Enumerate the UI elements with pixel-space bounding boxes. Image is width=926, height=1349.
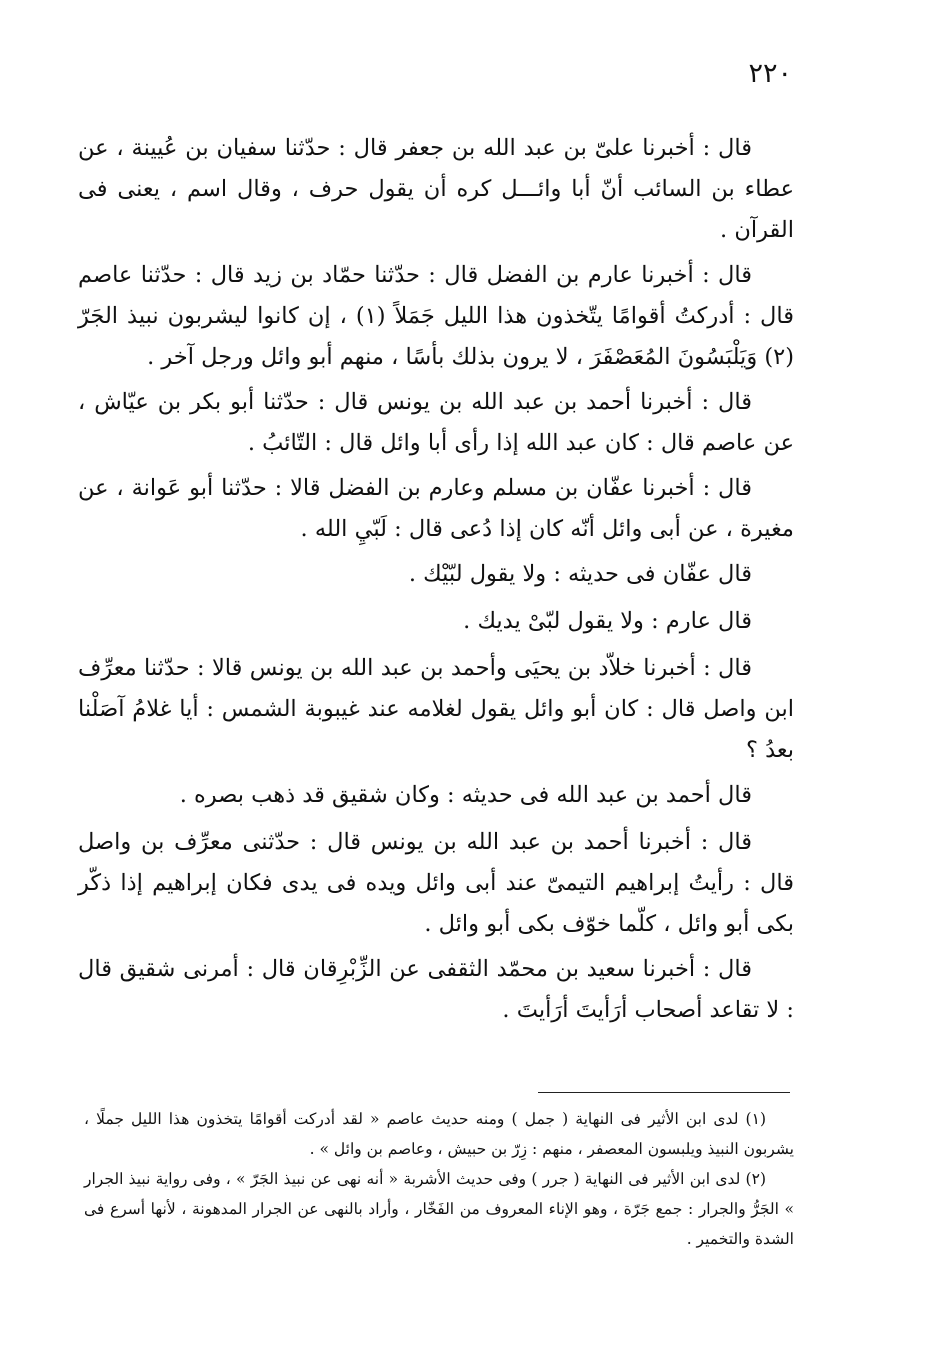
paragraph-9: قال : أخبرنا أحمد بن عبد الله بن يونس قال : حدّثنى معرِّف بن واصل قال : رأيتُ إبراهيم التيمىّ عند أبى وائل ويده فى يدى فكان إبراهيم إذا ذكّر بكى أبو وائل ، كلّما خوّف بكى أبو وائل . (78, 829, 794, 937)
paragraph-2: قال : أخبرنا عارم بن الفضل قال : حدّثنا حمّاد بن زيد قال : حدّثنا عاصم قال : أدركتُ أقوامًا يتّخذون هذا الليل جَمَلاً (١) ، إن كانوا ليشربون نبيذ الجَرّ (٢) وَيَلْبَسُونَ المُعَصْفَرَ ، لا يرون بذلك بأسًا ، منهم أبو وائل ورجل آخر . (78, 262, 795, 370)
paragraph-6: قال عارم : ولا يقول لبّىْ يديك . (463, 608, 752, 634)
main-text (78, 128, 794, 1035)
footnote-divider (538, 1092, 790, 1093)
paragraph-8: قال أحمد بن عبد الله فى حديثه : وكان شقيق قد ذهب بصره . (179, 782, 752, 808)
footnote-1: (١) لدى ابن الأثير فى النهاية ( جمل ) ومنه حديث عاصم « لقد أدركت أقوامًا يتخذون هذا الليل جملًا ، يشربون النبيذ ويلبسون المعصفر ، منهم : زِرّ بن حبيش ، وعاصم بن وائل » . (84, 1110, 794, 1158)
paragraph-1: قال : أخبرنا علىّ بن عبد الله بن جعفر قال : حدّثنا سفيان بن عُيينة ، عن عطاء بن السائب أنّ أبا وائـــل كره أن يقول حرف ، وقال اسم ، يعنى فى القرآن . (78, 135, 794, 243)
footnotes (84, 1104, 794, 1254)
paragraph-3: قال : أخبرنا أحمد بن عبد الله بن يونس قال : حدّثنا أبو بكر بن عيّاش ، عن عاصم قال : كان عبد الله إذا رأى أبا وائل قال : التّائبُ . (78, 389, 794, 456)
footnote-2: (٢) لدى ابن الأثير فى النهاية ( جرر ) وفى حديث الأشربة « أنه نهى عن نبيذ الجَرّ » ، وفى رواية نبيذ الجرار » الجَرُّ والجرار : جمع جَرّة ، وهو الإناء المعروف من الفَخّار ، وأراد بالنهى عن الجرار المدهونة ، لأنها أسرع فى الشدة والتخمير . (84, 1170, 794, 1248)
paragraph-7: قال : أخبرنا خلاّد بن يحيَى وأحمد بن عبد الله بن يونس قالا : حدّثنا معرِّف ابن واصل قال : كان أبو وائل يقول لغلامه عند غيبوبة الشمس : أيا غلامُ آصَلْنا بعدُ ؟ (78, 655, 794, 763)
paragraph-10: قال : أخبرنا سعيد بن محمّد الثقفى عن الزِّبْرِقان قال : أمرنى شقيق قال : لا تقاعد أصحاب أرَأيتَ أرَأيتَ . (78, 956, 794, 1023)
page-number: ٢٢٠ (748, 58, 792, 89)
paragraph-5: قال عفّان فى حديثه : ولا يقول لبّيْك . (408, 561, 752, 587)
paragraph-4: قال : أخبرنا عفّان بن مسلم وعارم بن الفضل قالا : حدّثنا أبو عَوانة ، عن مغيرة ، عن أبى وائل أنّه كان إذا دُعى قال : لَبّيِ الله . (78, 475, 794, 542)
